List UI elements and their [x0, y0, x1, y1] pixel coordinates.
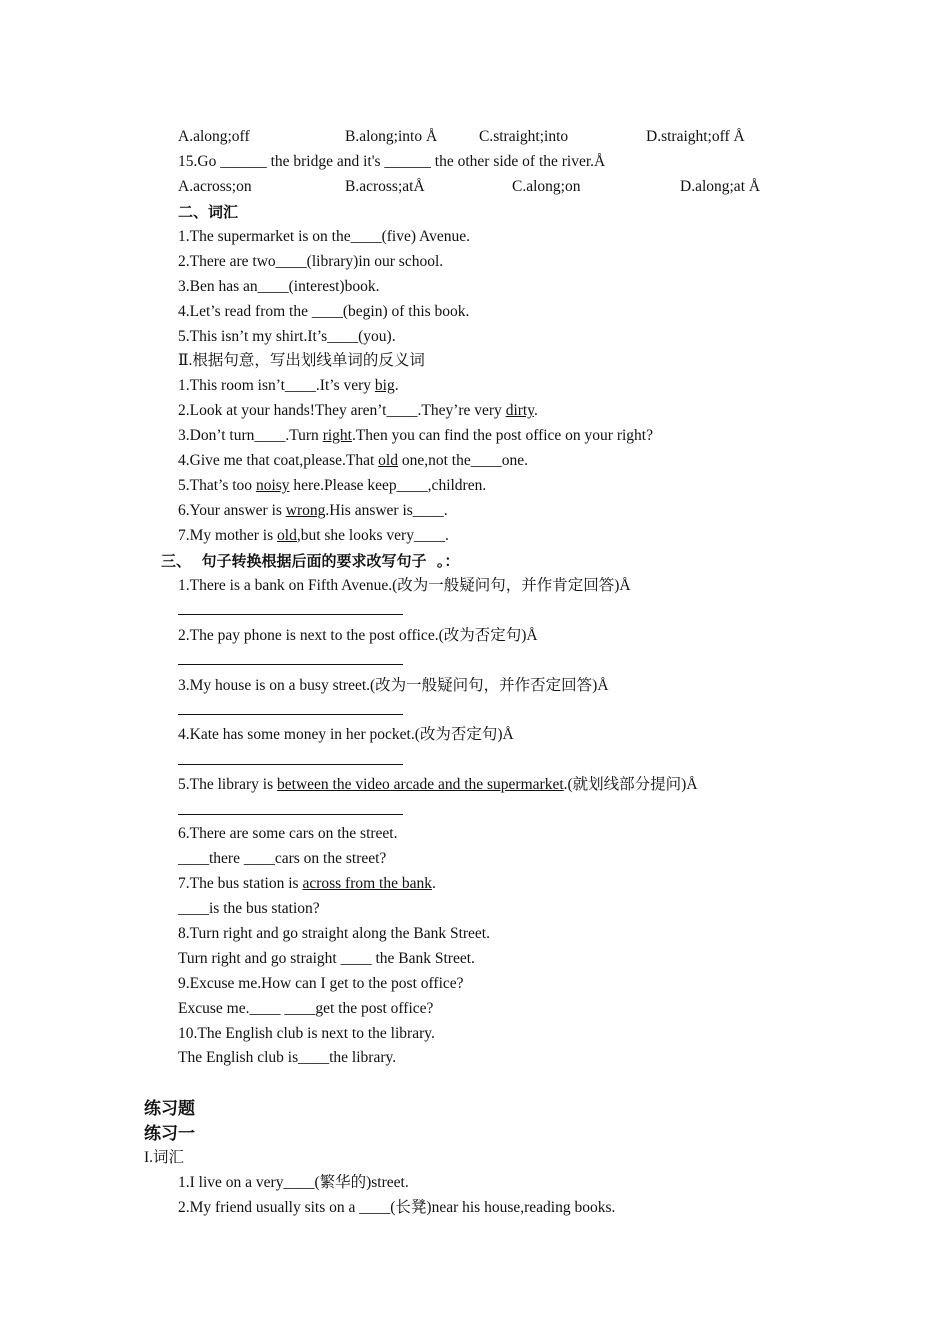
antonyms-heading: Ⅱ.根据句意，写出划线单词的反义词 [178, 352, 425, 369]
transform-item: 7.The bus station is across from the bank. [178, 875, 436, 892]
q15-question: 15.Go ______ the bridge and it's ______ the other side of the river.Å [178, 153, 606, 170]
vocab-item: 5.This isn’t my shirt.It’s____(you). [178, 328, 396, 345]
antonym-item: 2.Look at your hands!They aren’t____.They’re very dirty. [178, 402, 538, 419]
antonym-item: 4.Give me that coat,please.That old one,not the____one. [178, 452, 528, 469]
underlined-phrase: across from the bank [302, 875, 432, 892]
q15-option-d: D.along;at Å [680, 178, 761, 195]
transform-item: 3.My house is on a busy street.(改为一般疑问句，并作否定回答)Å [178, 677, 609, 694]
antonym-item: 3.Don’t turn____.Turn right.Then you can find the post office on your right? [178, 427, 653, 444]
vocab-item: 2.There are two____(library)in our school. [178, 253, 444, 270]
q15-option-b: B.across;atÅ [345, 178, 425, 195]
vocab-item: 4.Let’s read from the ____(begin) of this book. [178, 303, 470, 320]
transform-item: 6.There are some cars on the street. [178, 825, 398, 842]
section-transform-heading: 三、 句子转换根据后面的要求改写句子 。： [161, 552, 460, 570]
practice-item: 2.My friend usually sits on a ____(长凳)near his house,reading books. [178, 1199, 616, 1216]
transform-item-blank: The English club is____the library. [178, 1049, 397, 1066]
transform-item-blank: Excuse me.____ ____get the post office? [178, 1000, 434, 1017]
transform-item-blank: Turn right and go straight ____ the Bank Street. [178, 950, 475, 967]
underlined-word: dirty [505, 402, 534, 419]
antonym-item: 6.Your answer is wrong.His answer is____. [178, 502, 448, 519]
underlined-word: old [277, 527, 297, 544]
q14-option-b: B.along;into Å [345, 128, 438, 145]
answer-line [178, 714, 403, 715]
q15-option-a: A.across;on [178, 178, 252, 195]
antonym-item: 5.That’s too noisy here.Please keep____,children. [178, 477, 487, 494]
antonym-item: 1.This room isn’t____.It’s very big. [178, 377, 399, 394]
vocab-item: 3.Ben has an____(interest)book. [178, 278, 380, 295]
transform-item-blank: ____is the bus station? [178, 900, 320, 917]
transform-item: 8.Turn right and go straight along the Bank Street. [178, 925, 490, 942]
q14-option-c: C.straight;into [479, 128, 569, 145]
transform-item-blank: ____there ____cars on the street? [178, 850, 387, 867]
q14-option-a: A.along;off [178, 128, 250, 145]
transform-item: 10.The English club is next to the library. [178, 1025, 435, 1042]
q15-option-c: C.along;on [512, 178, 581, 195]
transform-item: 1.There is a bank on Fifth Avenue.(改为一般疑问句，并作肯定回答)Å [178, 577, 631, 594]
underlined-word: right [322, 427, 352, 444]
transform-item: 9.Excuse me.How can I get to the post office? [178, 975, 464, 992]
answer-line [178, 614, 403, 615]
underlined-phrase: between the video arcade and the supermarket [277, 776, 564, 793]
transform-item: 2.The pay phone is next to the post office.(改为否定句)Å [178, 627, 538, 644]
practice-item: 1.I live on a very____(繁华的)street. [178, 1174, 409, 1191]
section-vocab-heading: 二、词汇 [178, 203, 239, 221]
vocab-item: 1.The supermarket is on the____(five) Avenue. [178, 228, 470, 245]
antonym-item: 7.My mother is old,but she looks very____. [178, 527, 449, 544]
transform-item: 5.The library is between the video arcade and the supermarket.(就划线部分提问)Å [178, 776, 698, 793]
underlined-word: old [378, 452, 398, 469]
practice-subtitle: 练习一 [144, 1124, 195, 1144]
answer-line [178, 664, 403, 665]
underlined-word: big [374, 377, 395, 394]
underlined-word: wrong [285, 502, 326, 519]
q14-option-d: D.straight;off Å [646, 128, 745, 145]
transform-item: 4.Kate has some money in her pocket.(改为否定句)Å [178, 726, 514, 743]
underlined-word: noisy [255, 477, 290, 494]
answer-line [178, 814, 403, 815]
practice-title: 练习题 [144, 1099, 195, 1119]
answer-line [178, 764, 403, 765]
practice-vocab-heading: I.词汇 [144, 1149, 185, 1166]
